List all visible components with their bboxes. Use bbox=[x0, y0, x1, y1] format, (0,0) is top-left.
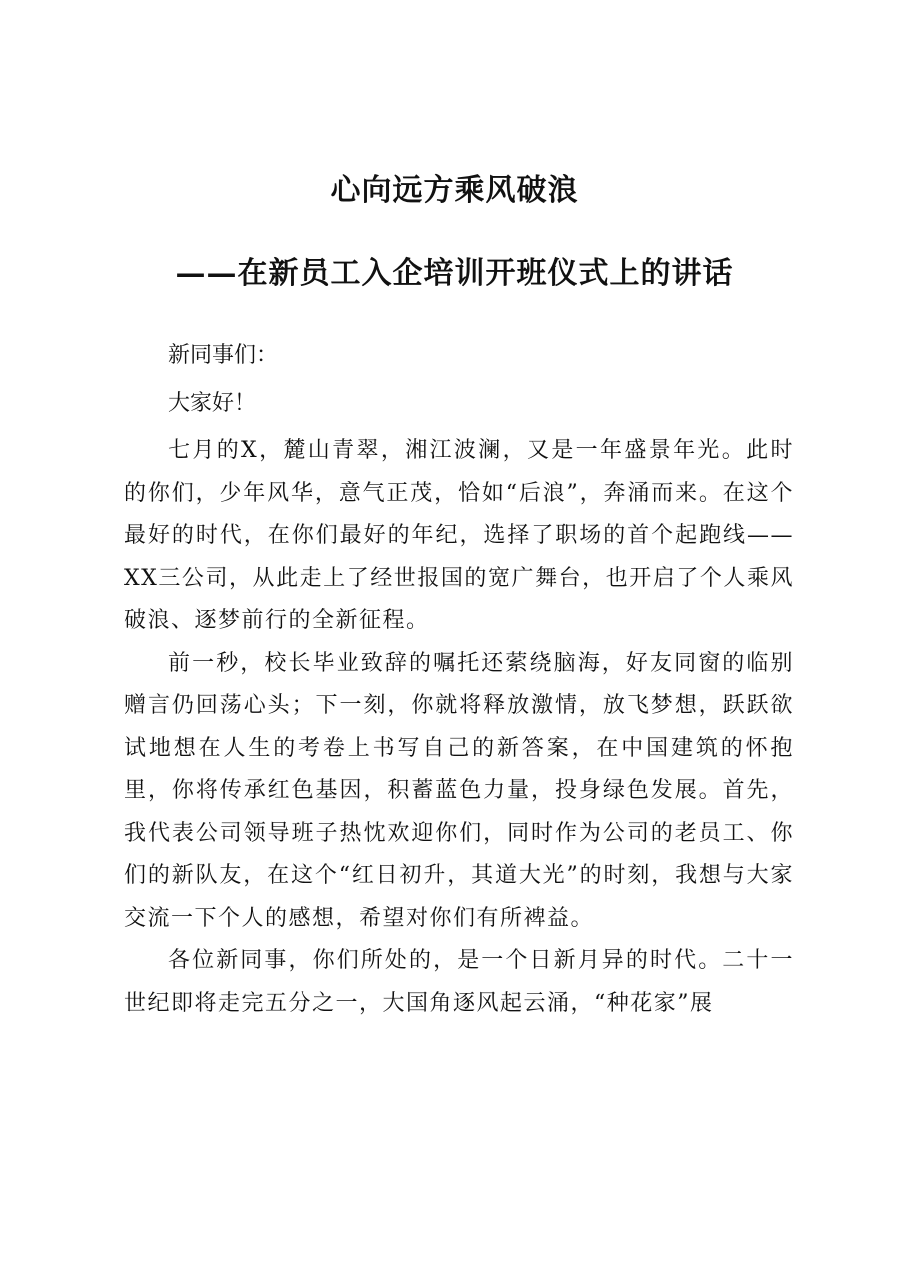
document-subtitle: ——在新员工入企培训开班仪式上的讲话 bbox=[175, 256, 734, 291]
paragraph: 七月的X，麓山青翠，湘江波澜，又是一年盛景年光。此时的你们，少年风华，意气正茂，恰如“后浪”，奔涌而来。在这个最好的时代，在你们最好的年纪，选择了职场的首个起跑线——XX三公司，从此走上了经世报国的宽广舞台，也开启了个人乘风破浪、逐梦前行的全新征程。 bbox=[124, 438, 794, 633]
paragraph: 各位新同事，你们所处的，是一个日新月异的时代。二十一世纪即将走完五分之一，大国角逐风起云涌，“种花家”展 bbox=[124, 948, 794, 1016]
greeting: 大家好！ bbox=[168, 390, 257, 416]
paragraph: 前一秒，校长毕业致辞的嘱托还萦绕脑海，好友同窗的临别赠言仍回荡心头；下一刻，你就将释放激情，放飞梦想，跃跃欲试地想在人生的考卷上书写自己的新答案，在中国建筑的怀抱里，你将传承红色基因，积蓄蓝色力量，投身绿色发展。首先，我代表公司领导班子热忱欢迎你们，同时作为公司的老员工、你们的新队友，在这个“红日初升，其道大光”的时刻，我想与大家交流一下个人的感想，希望对你们有所裨益。 bbox=[124, 650, 794, 931]
document-title: 心向远方乘风破浪 bbox=[330, 173, 579, 208]
salutation: 新同事们： bbox=[168, 343, 279, 368]
document-body bbox=[124, 335, 794, 1025]
